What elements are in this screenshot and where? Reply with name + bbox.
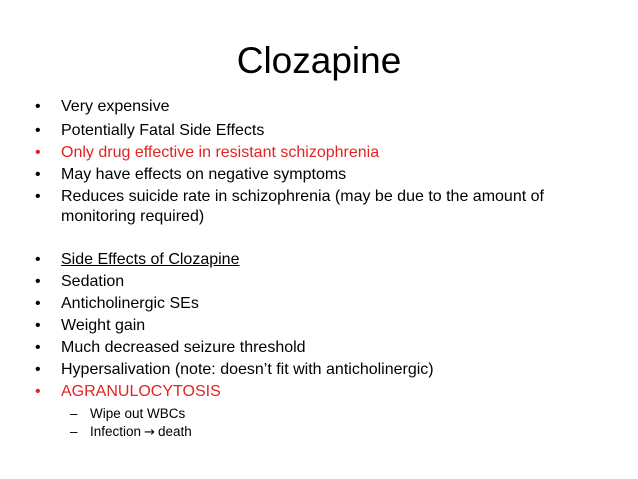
bullet-icon: • [35,273,41,290]
bullet-item-fatal-side-effects [35,121,610,141]
bullet-item-hypersalivation [35,360,610,380]
bullet-icon: • [35,166,41,183]
bullet-text: Sedation [61,273,125,290]
bullet-icon: • [35,188,41,205]
infection-text: Infection [90,424,142,439]
bullet-text: Very expensive [61,98,170,115]
sub-item-wbc [70,405,570,422]
sub-item-text: Wipe out WBCs [90,406,186,421]
bullet-item-agranulocytosis [35,382,610,402]
bullet-icon: • [35,295,41,312]
dash-icon: – [70,424,78,439]
bullet-item-very-expensive [35,97,610,117]
bullet-item-suicide-rate [35,187,610,227]
bullet-text: Side Effects of Clozapine [61,251,240,268]
bullet-text: Much decreased seizure threshold [61,339,306,356]
bullet-item-anticholinergic [35,294,610,314]
bullet-text: AGRANULOCYTOSIS [61,383,221,400]
bullet-icon: • [35,383,41,400]
bullet-item-side-effects-heading [35,250,610,270]
bullet-text: Reduces suicide rate in schizophrenia (may be due to the amount of monitoring required) [61,188,544,225]
sub-item-infection [70,423,570,441]
bullet-icon: • [35,317,41,334]
bullet-text: Weight gain [61,317,146,334]
death-text: death [157,424,192,439]
bullet-item-sedation [35,272,610,292]
slide-title: Clozapine [236,40,402,81]
bullet-text: Potentially Fatal Side Effects [61,122,265,139]
bullet-icon: • [35,144,41,161]
arrow-right-icon: → [144,425,155,440]
dash-icon: – [70,406,78,421]
bullet-text: Only drug effective in resistant schizophrenia [61,144,380,161]
bullet-text: Hypersalivation (note: doesn’t fit with anticholinergic) [61,361,434,378]
bullet-icon: • [35,361,41,378]
bullet-item-weight-gain [35,316,610,336]
bullet-text: Anticholinergic SEs [61,295,199,312]
bullet-item-negative-symptoms [35,165,610,185]
bullet-item-seizure-threshold [35,338,610,358]
bullet-icon: • [35,98,41,115]
sub-item-text [90,423,570,441]
bullet-icon: • [35,251,41,268]
bullet-text: May have effects on negative symptoms [61,166,347,183]
bullet-item-resistant-schizophrenia [35,143,610,163]
bullet-icon: • [35,122,41,139]
bullet-icon: • [35,339,41,356]
